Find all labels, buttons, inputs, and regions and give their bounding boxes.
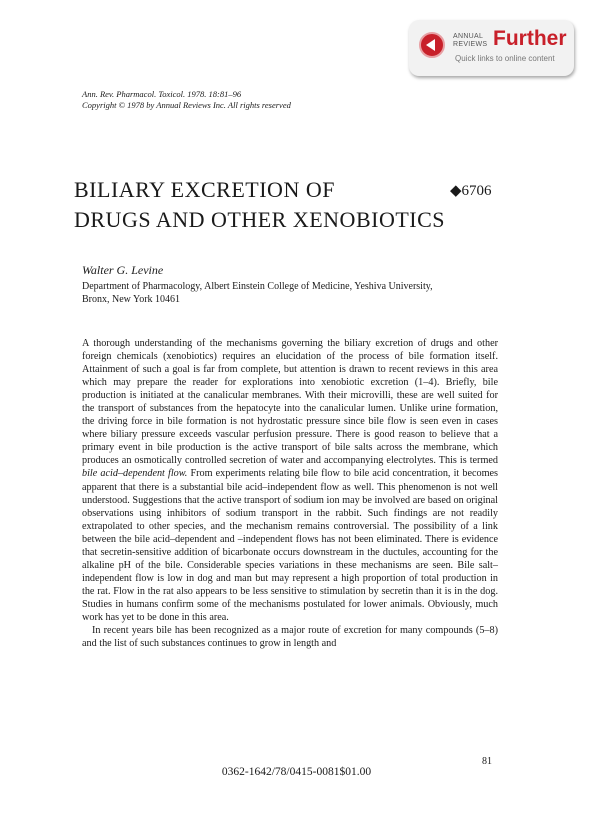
title-line-1: BILIARY EXCRETION OF	[74, 177, 335, 202]
title-line-2: DRUGS AND OTHER XENOBIOTICS	[74, 207, 446, 232]
page-number: 81	[482, 756, 492, 767]
annual-label: ANNUAL	[453, 33, 484, 40]
citation	[82, 89, 291, 111]
paragraph-2: In recent years bile has been recognized as a major route of excretion for many compounds (5–8) and the list of such substances continues to grow in length and	[82, 625, 498, 650]
play-arrow-icon	[419, 32, 445, 58]
paragraph-1-part-2: From experiments relating bile flow to bile acid concentration, it becomes apparent that there is a substantial bile acid–independent flow as well. This phenomenon is not well understood. Suggestions that the active transport of sodium ion may be involved are based on original observations using inhibitors of sodium transport in the rabbit. Such findings are not readily extrapolated to other species, and the mechanism remains controversial. The possibility of a link between the bile acid–dependent and –independent flows has not been eliminated. There is evidence that secretin-sensitive addition of bicarbonate occurs downstream in the ductules, accounting for the alkaline pH of the bile. Considerable species variations in these mechanisms are seen. Bile salt–independent flow is low in dog and man but may represent a high proportion of total production in the rat. Flow in the rat also appears to be less sensitive to stimulation by secretin than it is in the dog. Studies in humans confirm some of the mechanisms postulated for lower animals. Obviously, much work has yet to be done in this area.	[82, 468, 498, 623]
footer-code: 0362-1642/78/0415-0081$01.00	[221, 766, 372, 778]
article-code: ◆6706	[450, 183, 492, 199]
citation-journal: Ann. Rev. Pharmacol. Toxicol. 1978. 18:81–96	[82, 89, 242, 99]
paragraph-1-part-1: A thorough understanding of the mechanisms governing the biliary excretion of drugs and other foreign chemicals (xenobiotics) requires an elucidation of the process of bile formation itself. Attainment of such a goal is far from complete, but attention is drawn to recent reviews in this area which may prepare the reader for explorations into xenobiotic excretion (1–4). Briefly, bile production is initiated at the canalicular membranes. With their microvilli, these are well suited for the transport of substances from the hepatocyte into the canalicular lumen. Unlike urine formation, the driving force in bile formation is not hydrostatic pressure since bile flow is seen even in cases where biliary pressure exceeds vascular perfusion pressure. There is good reason to believe that a primary event in bile production is the active transport of bile salts across the membrane, which produces an osmotically controlled secretion of water and accompanying electrolytes. This is termed	[82, 338, 498, 467]
affiliation-line-2: Bronx, New York 10461	[82, 294, 181, 305]
affiliation-line-1: Department of Pharmacology, Albert Einstein College of Medicine, Yeshiva University,	[82, 281, 433, 292]
further-word: Further	[493, 27, 567, 50]
body-text	[82, 337, 498, 650]
citation-copyright: Copyright © 1978 by Annual Reviews Inc. All rights reserved	[82, 100, 291, 110]
reviews-label: REVIEWS	[453, 41, 488, 48]
paragraph-1	[82, 337, 498, 624]
paragraph-1-emphasis: bile acid–dependent flow.	[82, 468, 188, 480]
author-name: Walter G. Levine	[82, 263, 164, 277]
author-affiliation	[82, 280, 502, 306]
further-subtitle: Quick links to online content	[455, 54, 555, 63]
further-badge[interactable]	[409, 20, 574, 76]
article-title	[74, 175, 474, 235]
annual-reviews-label	[453, 33, 487, 49]
